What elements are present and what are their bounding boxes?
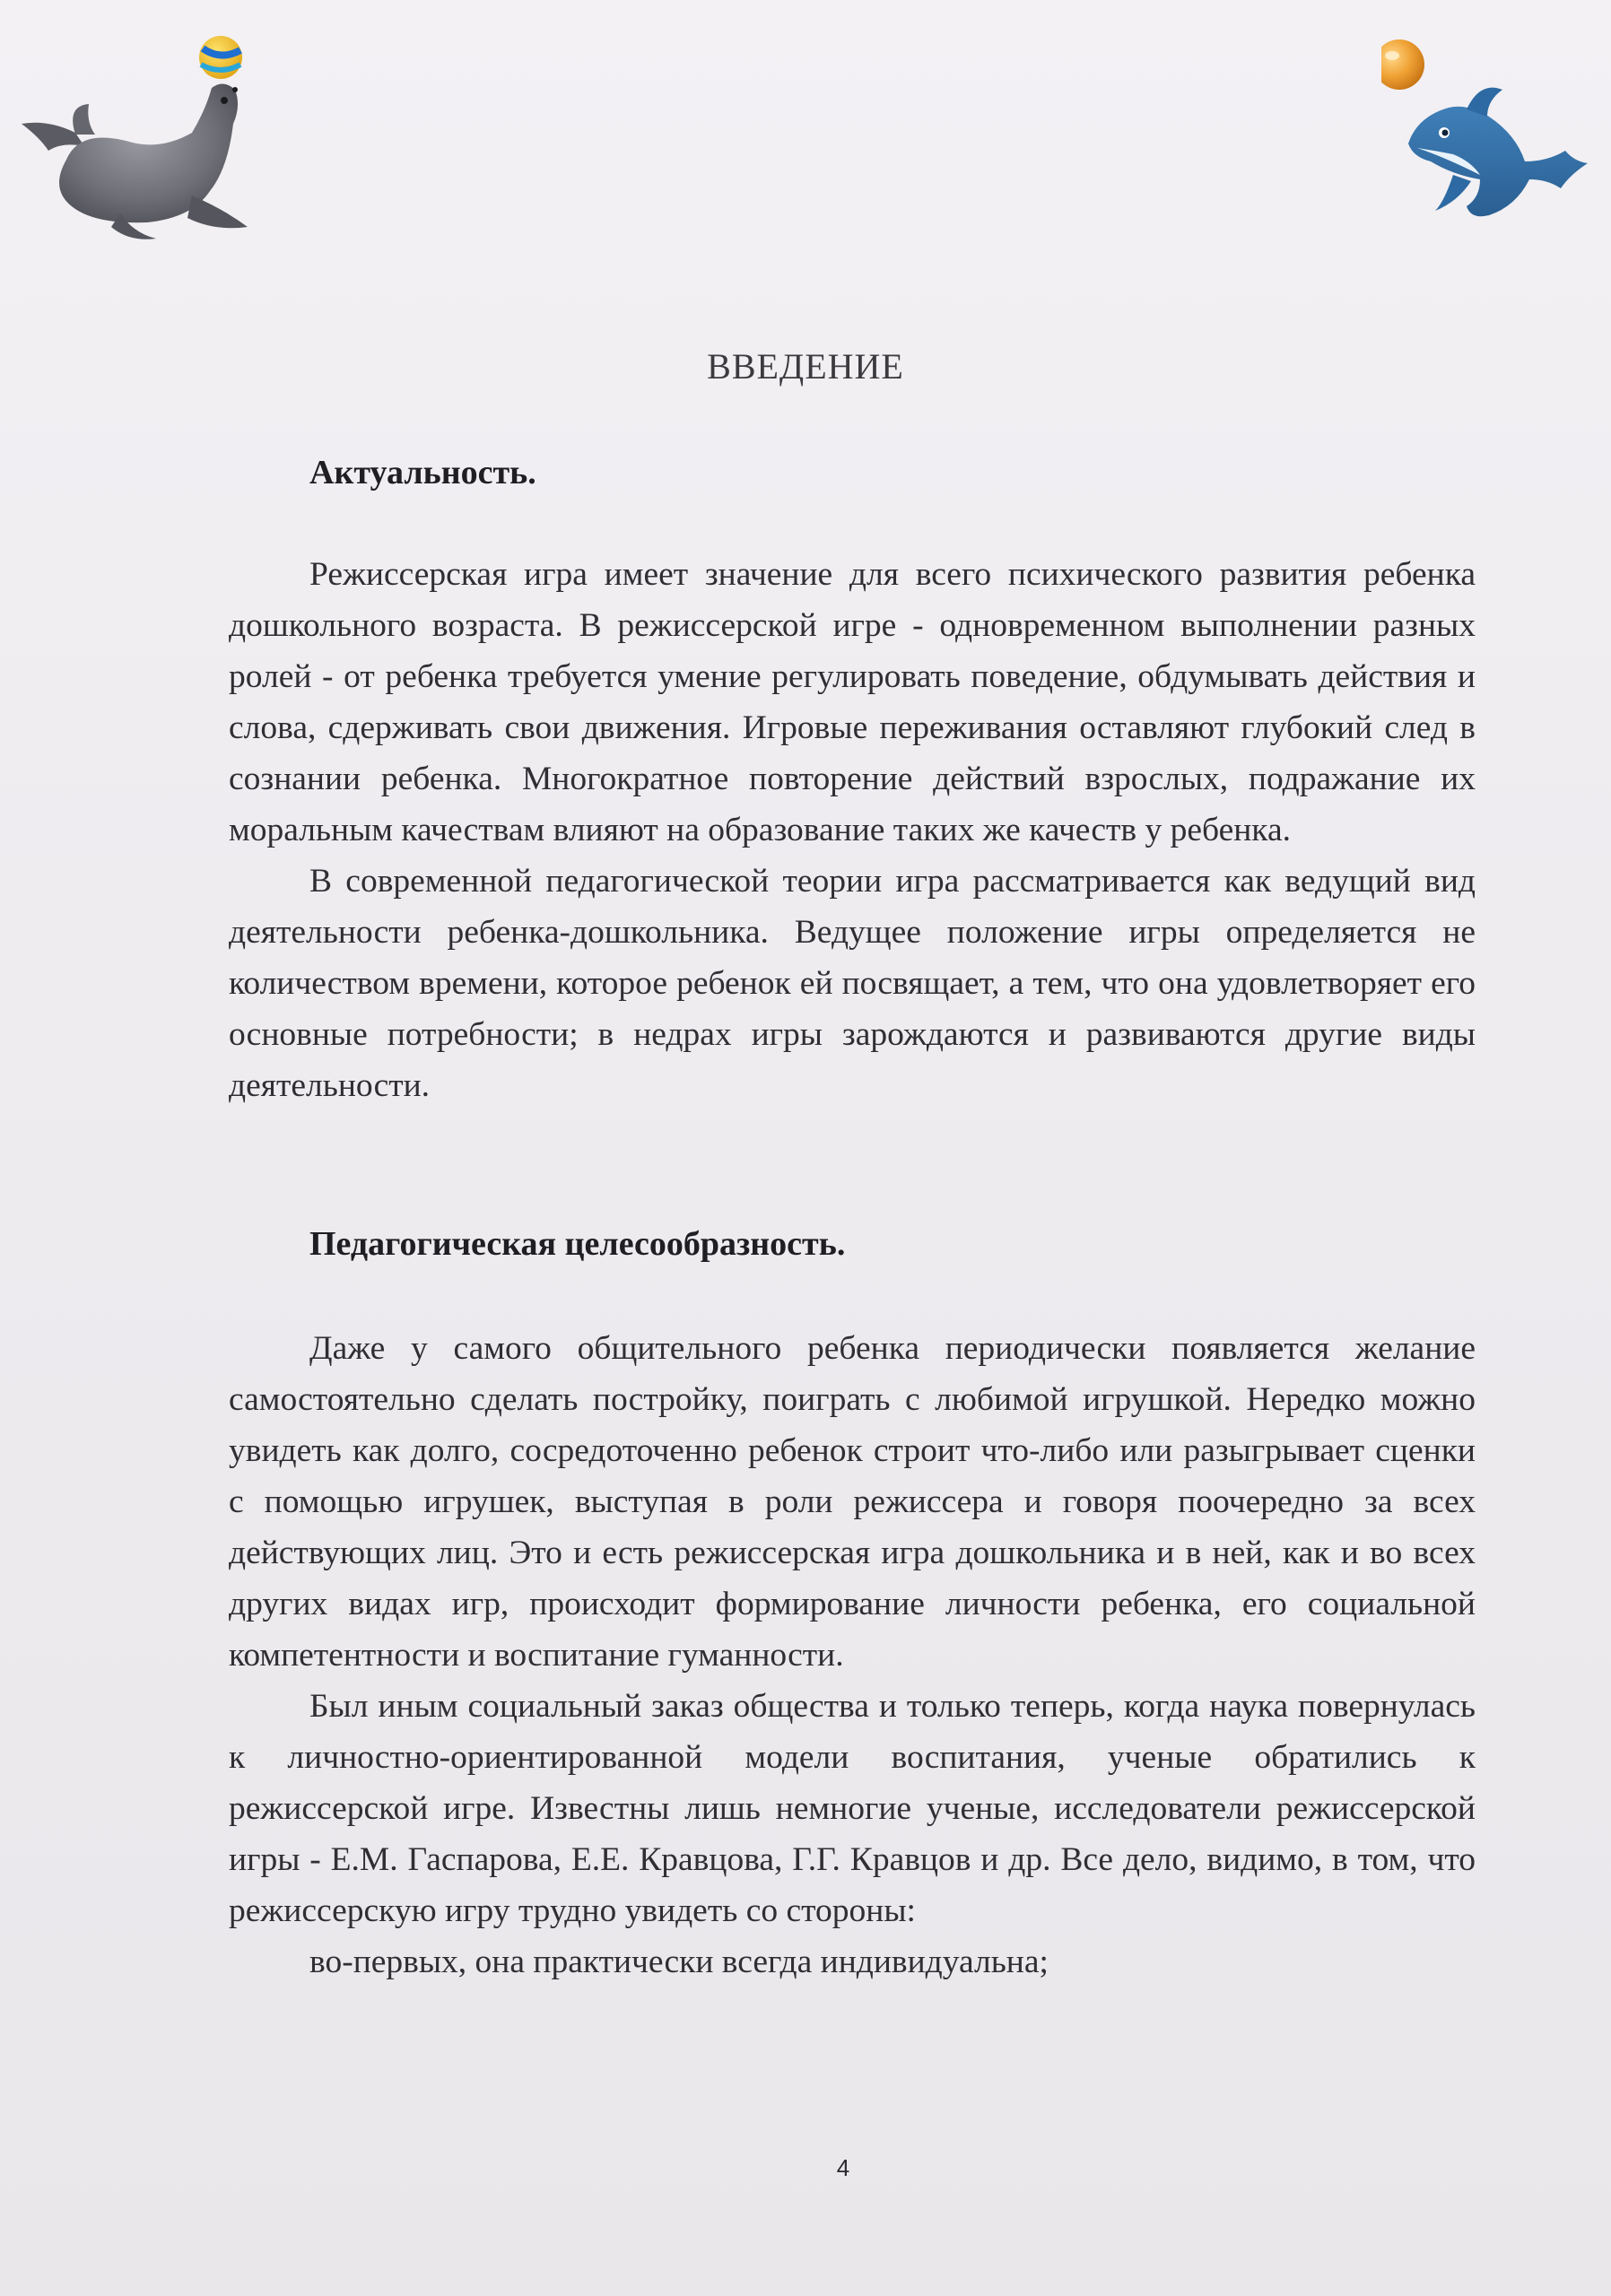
section-heading-relevance: Актуальность.	[309, 454, 536, 491]
document-title: ВВЕДЕНИЕ	[707, 346, 904, 387]
page-number: 4	[836, 2154, 850, 2181]
paragraph: Режиссерская игра имеет значение для всего психического развития ребенка дошкольного возраста. В режиссерской игре - одновременном выполнении разных ролей - от ребенка требуется умение регулировать поведение, обдумывать действия и слова, сдерживать свои движения. Игровые переживания оставляют глубокий след в сознании ребенка. Многократное повторение действий взрослых, подражание их моральным качествам влияют на образование таких же качеств у ребенка.	[229, 556, 1476, 848]
paragraph: во-первых, она практически всегда индивидуальна;	[309, 1944, 1049, 1980]
dolphin-with-ball-icon	[1381, 27, 1611, 242]
seal-with-ball-icon	[13, 34, 282, 249]
section-body-pedagogical-expediency	[229, 1323, 1476, 1987]
paragraph: Был иным социальный заказ общества и только теперь, когда наука повернулась к личностно-ориентированной модели воспитания, ученые обратились к режиссерской игре. Известны лишь немногие ученые, исследователи режиссерской игры - Е.М. Гаспарова, Е.Е. Кравцова, Г.Г. Кравцов и др. Все дело, видимо, в том, что режиссерскую игру трудно увидеть со стороны:	[229, 1688, 1476, 1929]
section-body-relevance	[229, 549, 1476, 1111]
paragraph: В современной педагогической теории игра рассматривается как ведущий вид деятельности ребенка-дошкольника. Ведущее положение игры определяется не количеством времени, которое ребенок ей посвящает, а тем, что она удовлетворяет его основные потребности; в недрах игры зарождаются и развиваются другие виды деятельности.	[229, 863, 1476, 1104]
section-heading-pedagogical-expediency: Педагогическая целесообразность.	[309, 1225, 846, 1263]
paragraph: Даже у самого общительного ребенка периодически появляется желание самостоятельно сделать постройку, поиграть с любимой игрушкой. Нередко можно увидеть как долго, сосредоточенно ребенок строит что-либо или разыгрывает сценки с помощью игрушек, выступая в роли режиссера и говоря поочередно за всех действующих лиц. Это и есть режиссерская игра дошкольника и в ней, как и во всех других видах игр, происходит формирование личности ребенка, его социальной компетентности и воспитание гуманности.	[229, 1330, 1476, 1674]
